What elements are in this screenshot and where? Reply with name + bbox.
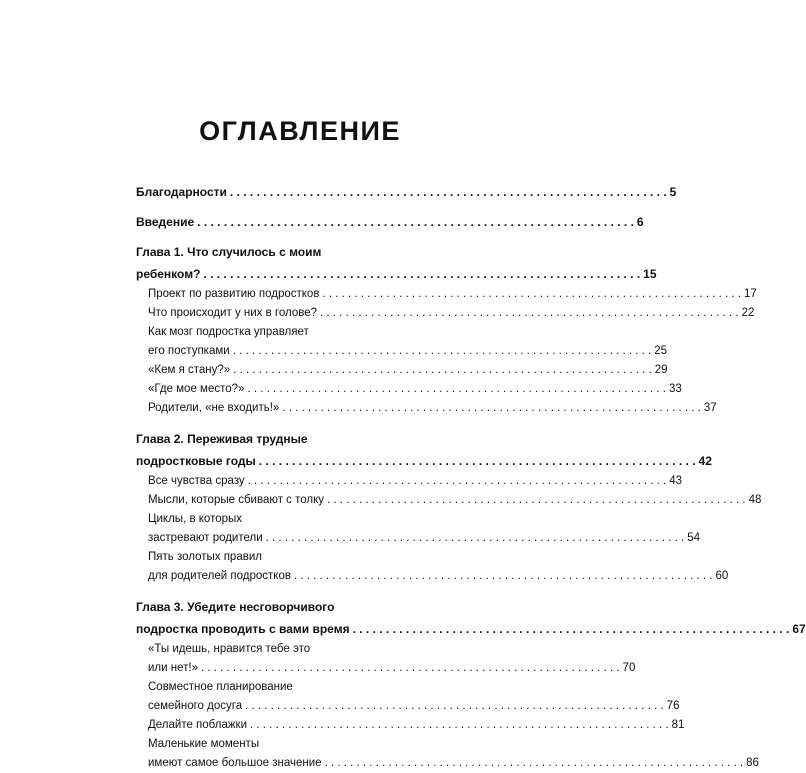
toc-chapter-2-title[interactable] — [136, 428, 468, 450]
toc-page-number: 22 — [741, 307, 755, 319]
dot-leader: . . . . . . . . . . . . . . . . . . . . . . . . . . . . . . . . . . . . . . . . . . . . . . . . . . . . . . . . . . . . . . . . . . — [250, 719, 669, 731]
toc-subentry-label: Циклы, в которых — [148, 513, 243, 525]
dot-leader: . . . . . . . . . . . . . . . . . . . . . . . . . . . . . . . . . . . . . . . . . . . . . . . . . . . . . . . . . . . . . . . . . . — [232, 345, 652, 357]
toc-entry-introduction[interactable] — [136, 211, 644, 233]
toc-subentry-label: Что происходит у них в голове? — [148, 307, 318, 319]
toc-page-number: 60 — [715, 570, 729, 582]
dot-leader: . . . . . . . . . . . . . . . . . . . . . . . . . . . . . . . . . . . . . . . . . . . . . . . . . . . . . . . . . . . . . . . . . . — [233, 364, 652, 376]
toc-subentry-cont[interactable] — [136, 659, 636, 678]
toc-entry-label: Глава 1. Что случилось с моим — [136, 245, 322, 259]
dot-leader: . . . . . . . . . . . . . . . . . . . . . . . . . . . . . . . . . . . . . . . . . . . . . . . . . . . . . . . . . . . . . . . . . . — [327, 494, 746, 506]
toc-subentry-label: Родители, «не входить!» — [148, 402, 280, 414]
toc-page-number: 6 — [636, 215, 644, 229]
toc-subentry-label: «Кем я стану?» — [148, 364, 231, 376]
toc-entry-label: Введение — [136, 215, 195, 229]
dot-leader: . . . . . . . . . . . . . . . . . . . . . . . . . . . . . . . . . . . . . . . . . . . . . . . . . . . . . . . . . . . . . . . . . . — [247, 383, 666, 395]
dot-leader: . . . . . . . . . . . . . . . . . . . . . . . . . . . . . . . . . . . . . . . . . . . . . . . . . . . . . . . . . . . . . . . . . . — [245, 700, 664, 712]
toc-page-number: 86 — [746, 757, 759, 769]
toc-subentry-label: Делайте поблажки — [148, 719, 248, 731]
toc-subentry-cont[interactable] — [136, 529, 701, 548]
dot-leader: . . . . . . . . . . . . . . . . . . . . . . . . . . . . . . . . . . . . . . . . . . . . . . . . . . . . . . . . . . . . . . . . . . — [258, 454, 696, 468]
toc-page-number: 37 — [703, 402, 717, 414]
toc-page-number: 15 — [643, 267, 657, 281]
toc-entry-label: Глава 3. Убедите несговорчивого — [136, 600, 335, 614]
toc-subentry-cont[interactable] — [136, 697, 680, 716]
toc-entry-label: Глава 2. Переживая трудные — [136, 432, 308, 446]
toc-entry-label: Благодарности — [136, 185, 227, 199]
toc-page-number: 17 — [744, 288, 757, 300]
toc-page-number: 43 — [669, 475, 682, 487]
toc-subentry-label: Пять золотых правил — [148, 551, 262, 563]
dot-leader: . . . . . . . . . . . . . . . . . . . . . . . . . . . . . . . . . . . . . . . . . . . . . . . . . . . . . . . . . . . . . . . . . . — [320, 307, 739, 319]
dot-leader: . . . . . . . . . . . . . . . . . . . . . . . . . . . . . . . . . . . . . . . . . . . . . . . . . . . . . . . . . . . . . . . . . . — [352, 622, 790, 636]
dot-leader: . . . . . . . . . . . . . . . . . . . . . . . . . . . . . . . . . . . . . . . . . . . . . . . . . . . . . . . . . . . . . . . . . . — [203, 267, 641, 281]
toc-subentry-label: или нет!» — [148, 662, 198, 674]
toc-subentry-label: Все чувства сразу — [148, 475, 245, 487]
toc-page-number: 33 — [669, 383, 682, 395]
dot-leader: . . . . . . . . . . . . . . . . . . . . . . . . . . . . . . . . . . . . . . . . . . . . . . . . . . . . . . . . . . . . . . . . . . — [293, 570, 713, 582]
toc-entry-label: ребенком? — [136, 267, 201, 281]
toc-subentry[interactable] — [136, 678, 468, 697]
toc-subentry-label: «Где мое место?» — [148, 383, 245, 395]
toc-subentry[interactable] — [136, 735, 468, 754]
toc-subentry[interactable] — [136, 361, 668, 380]
dot-leader: . . . . . . . . . . . . . . . . . . . . . . . . . . . . . . . . . . . . . . . . . . . . . . . . . . . . . . . . . . . . . . . . . . — [282, 402, 701, 414]
toc-subentry-label: Как мозг подростка управляет — [148, 326, 309, 338]
toc-page-number: 25 — [654, 345, 668, 357]
toc-chapter-3-title-cont[interactable] — [136, 618, 806, 640]
toc-subentry-cont[interactable] — [136, 754, 759, 773]
toc-subentry[interactable] — [136, 716, 685, 735]
table-of-contents — [136, 181, 806, 773]
toc-page-number: 81 — [671, 719, 685, 731]
toc-chapter-1-title[interactable] — [136, 241, 468, 263]
toc-subentry[interactable] — [136, 380, 682, 399]
page-title: ОГЛАВЛЕНИЕ — [199, 116, 401, 146]
toc-page-number: 48 — [748, 494, 762, 506]
toc-subentry-label: Маленькие моменты — [148, 738, 260, 750]
toc-page-number: 76 — [666, 700, 680, 712]
toc-subentry[interactable] — [136, 304, 755, 323]
toc-chapter-2-title-cont[interactable] — [136, 450, 712, 472]
toc-subentry[interactable] — [136, 491, 762, 510]
toc-entry-label: подростка проводить с вами время — [136, 622, 350, 636]
dot-leader: . . . . . . . . . . . . . . . . . . . . . . . . . . . . . . . . . . . . . . . . . . . . . . . . . . . . . . . . . . . . . . . . . . — [247, 475, 667, 487]
toc-subentry-label: имеют самое большое значение — [148, 757, 322, 769]
toc-page-number: 42 — [698, 454, 712, 468]
toc-entry-acknowledgements[interactable] — [136, 181, 677, 203]
toc-subentry-cont[interactable] — [136, 342, 668, 361]
toc-subentry[interactable] — [136, 399, 717, 418]
toc-subentry-label: семейного досуга — [148, 700, 243, 712]
toc-page-number: 5 — [669, 185, 677, 199]
toc-subentry[interactable] — [136, 510, 468, 529]
toc-page-number: 29 — [654, 364, 668, 376]
toc-subentry-label: застревают родители — [148, 532, 263, 544]
toc-page-number: 54 — [687, 532, 701, 544]
toc-chapter-1-title-cont[interactable] — [136, 263, 657, 285]
toc-chapter-3-title[interactable] — [136, 596, 468, 618]
toc-subentry[interactable] — [136, 285, 757, 304]
toc-page-number: 70 — [622, 662, 636, 674]
toc-subentry-label: для родителей подростков — [148, 570, 291, 582]
toc-subentry-label: Проект по развитию подростков — [148, 288, 320, 300]
dot-leader: . . . . . . . . . . . . . . . . . . . . . . . . . . . . . . . . . . . . . . . . . . . . . . . . . . . . . . . . . . . . . . . . . . — [265, 532, 685, 544]
toc-subentry[interactable] — [136, 472, 682, 491]
toc-page-number: 67 — [792, 622, 806, 636]
toc-subentry-label: его поступками — [148, 345, 230, 357]
dot-leader: . . . . . . . . . . . . . . . . . . . . . . . . . . . . . . . . . . . . . . . . . . . . . . . . . . . . . . . . . . . . . . . . . . — [324, 757, 744, 769]
toc-subentry-cont[interactable] — [136, 567, 729, 586]
toc-subentry-label: Совместное планирование — [148, 681, 293, 693]
toc-subentry[interactable] — [136, 640, 468, 659]
dot-leader: . . . . . . . . . . . . . . . . . . . . . . . . . . . . . . . . . . . . . . . . . . . . . . . . . . . . . . . . . . . . . . . . . . — [322, 288, 741, 300]
dot-leader: . . . . . . . . . . . . . . . . . . . . . . . . . . . . . . . . . . . . . . . . . . . . . . . . . . . . . . . . . . . . . . . . . . — [197, 215, 634, 229]
toc-subentry-label: «Ты идешь, нравится тебе это — [148, 643, 311, 655]
dot-leader: . . . . . . . . . . . . . . . . . . . . . . . . . . . . . . . . . . . . . . . . . . . . . . . . . . . . . . . . . . . . . . . . . . — [229, 185, 667, 199]
toc-subentry[interactable] — [136, 323, 468, 342]
toc-subentry-label: Мысли, которые сбивают с толку — [148, 494, 325, 506]
dot-leader: . . . . . . . . . . . . . . . . . . . . . . . . . . . . . . . . . . . . . . . . . . . . . . . . . . . . . . . . . . . . . . . . . . — [200, 662, 620, 674]
toc-entry-label: подростковые годы — [136, 454, 256, 468]
toc-subentry[interactable] — [136, 548, 468, 567]
